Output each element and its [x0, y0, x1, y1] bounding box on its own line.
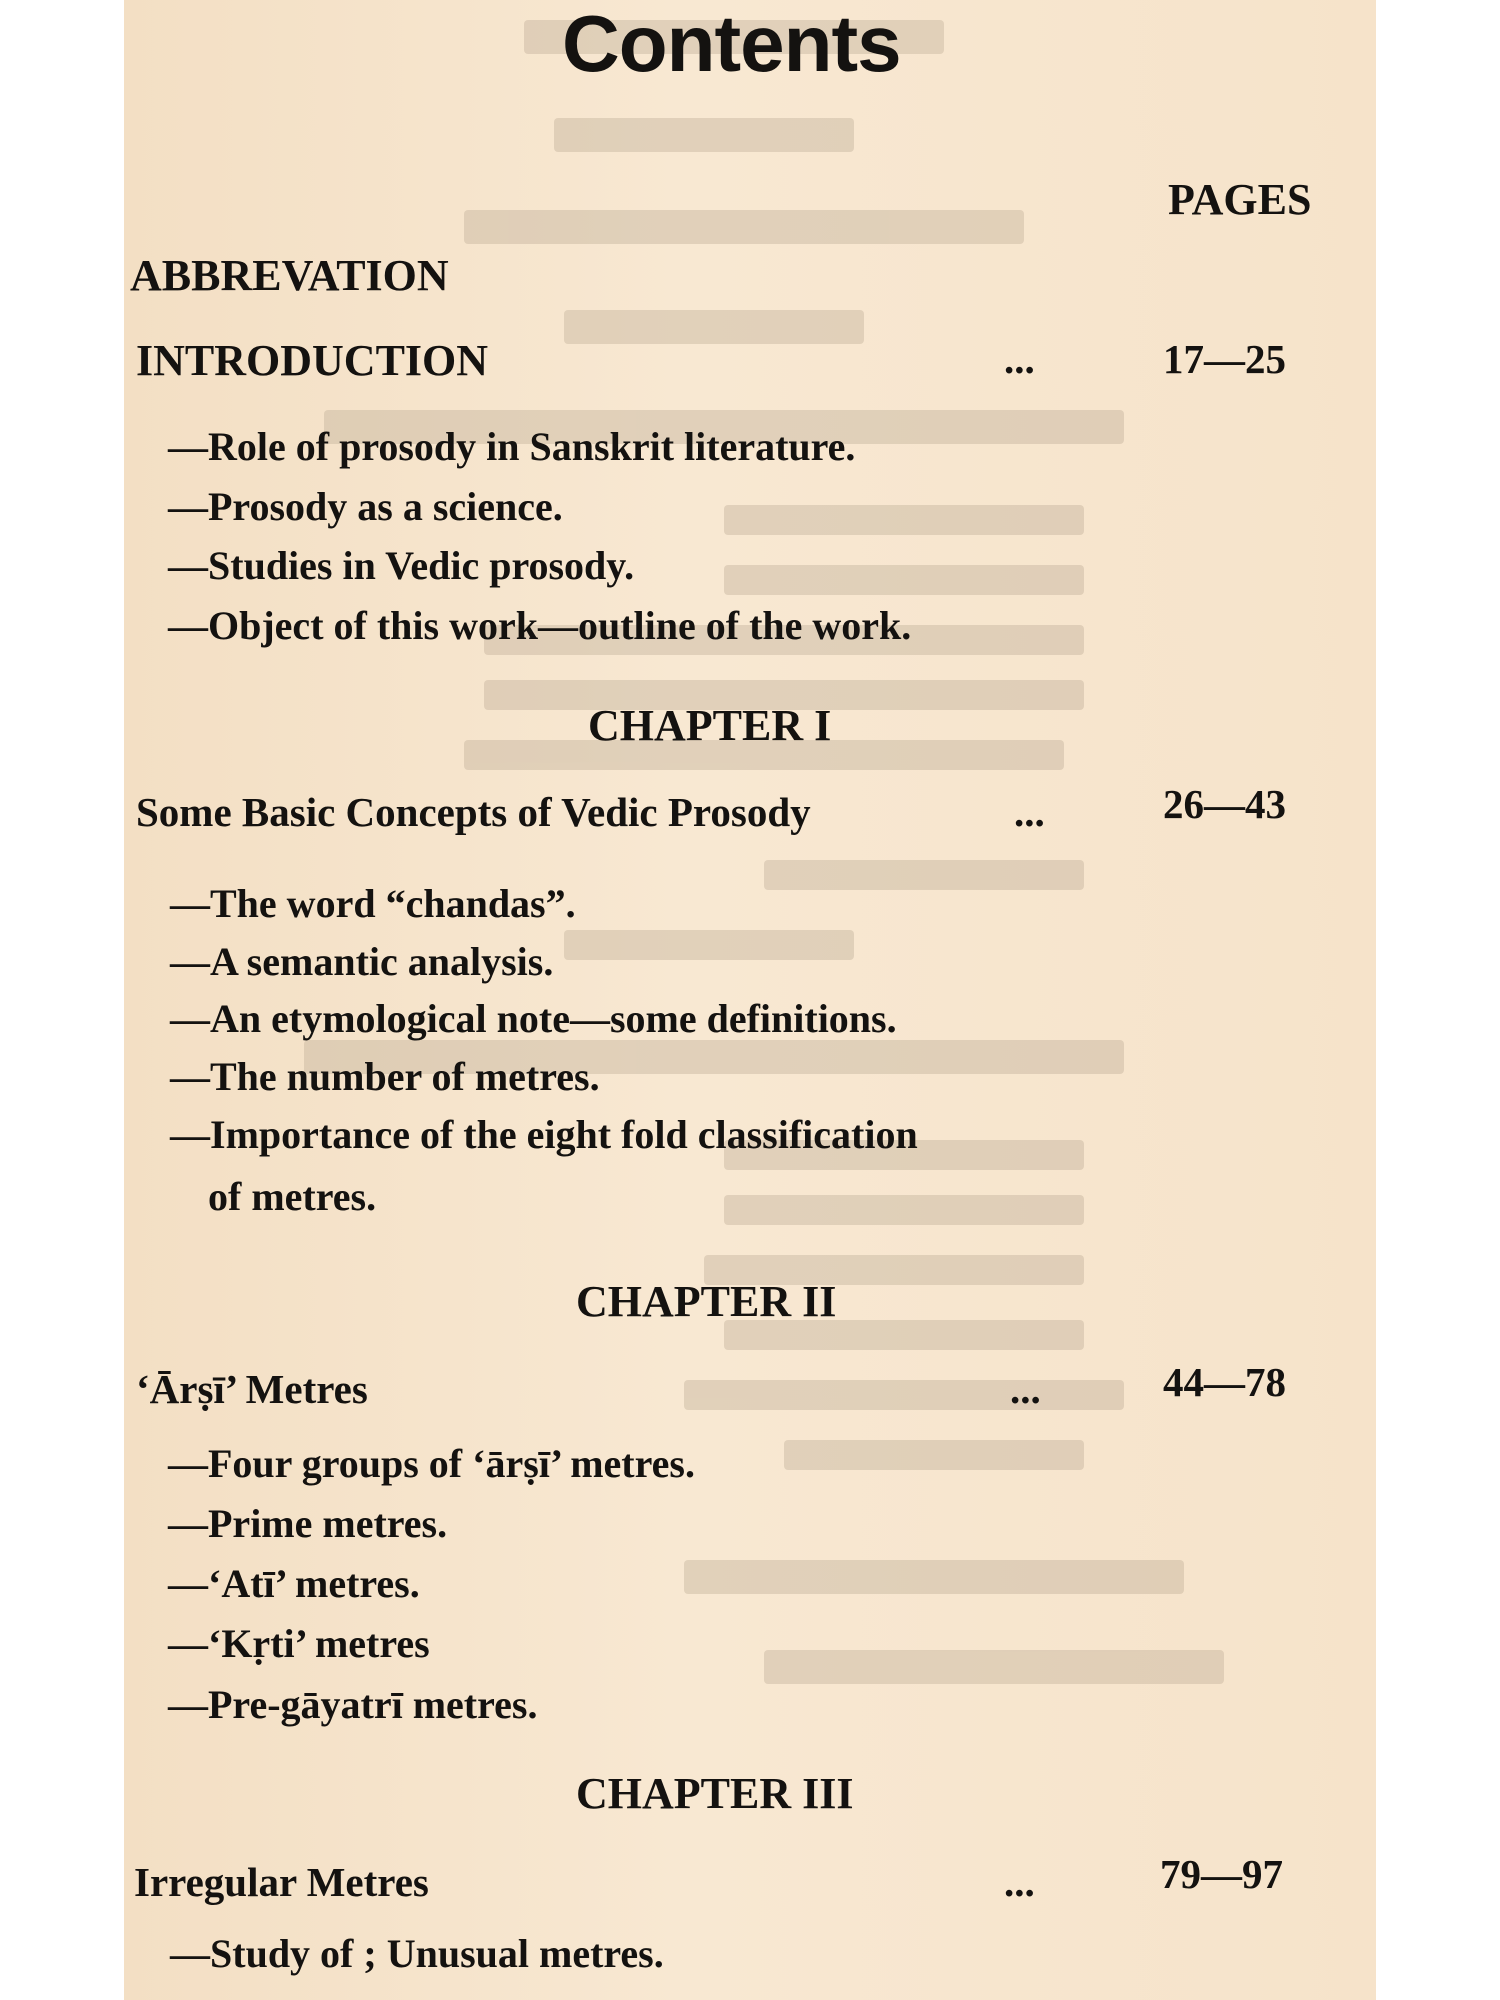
book-page — [124, 0, 1376, 2000]
chapter-1-topic: —An etymological note—some definitions. — [170, 996, 897, 1041]
chapter-2-topic: —‘Kṛti’ metres — [168, 1621, 430, 1666]
chapter-2-topic: —Prime metres. — [168, 1501, 448, 1546]
chapter-2-leader-dots: ... — [1010, 1366, 1041, 1412]
chapter-2-pages: 44—78 — [1163, 1359, 1286, 1405]
chapter-1-topic: —The word “chandas”. — [170, 881, 576, 926]
chapter-1-topic: —A semantic analysis. — [170, 939, 554, 984]
chapter-3-entry[interactable]: Irregular Metres — [134, 1859, 429, 1905]
chapter-3-topic: —Study of ; Unusual metres. — [170, 1931, 664, 1976]
chapter-2-entry[interactable]: ‘Ārṣī’ Metres — [136, 1366, 368, 1412]
chapter-3-pages: 79—97 — [1160, 1851, 1283, 1897]
chapter-1-pages: 26—43 — [1163, 781, 1286, 827]
introduction-leader-dots: ... — [1004, 336, 1035, 382]
introduction-topic: —Role of prosody in Sanskrit literature. — [168, 424, 856, 469]
chapter-2-topic: —Pre-gāyatrī metres. — [168, 1682, 538, 1727]
introduction-pages: 17—25 — [1163, 336, 1286, 382]
chapter-1-heading: CHAPTER I — [588, 701, 832, 750]
chapter-1-topic: —The number of metres. — [170, 1054, 600, 1099]
chapter-1-topic-continuation: of metres. — [208, 1174, 377, 1219]
chapter-3-leader-dots: ... — [1004, 1859, 1035, 1905]
chapter-2-heading: CHAPTER II — [576, 1277, 837, 1326]
introduction-entry[interactable]: INTRODUCTION — [136, 336, 489, 385]
pages-column-label: PAGES — [1168, 175, 1312, 224]
chapter-2-topic: —Four groups of ‘ārṣī’ metres. — [168, 1441, 695, 1486]
abbreviation-entry[interactable]: ABBREVATION — [130, 251, 449, 300]
chapter-1-entry[interactable]: Some Basic Concepts of Vedic Prosody — [136, 789, 811, 835]
chapter-3-heading: CHAPTER III — [576, 1769, 854, 1818]
introduction-topic: —Studies in Vedic prosody. — [168, 543, 635, 588]
chapter-1-topic: —Importance of the eight fold classification — [170, 1112, 918, 1157]
introduction-topic: —Object of this work—outline of the work. — [168, 603, 912, 648]
chapter-2-topic: —‘Atī’ metres. — [168, 1561, 420, 1606]
chapter-1-leader-dots: ... — [1014, 789, 1045, 835]
page-title: Contents — [562, 0, 901, 88]
introduction-topic: —Prosody as a science. — [168, 484, 563, 529]
